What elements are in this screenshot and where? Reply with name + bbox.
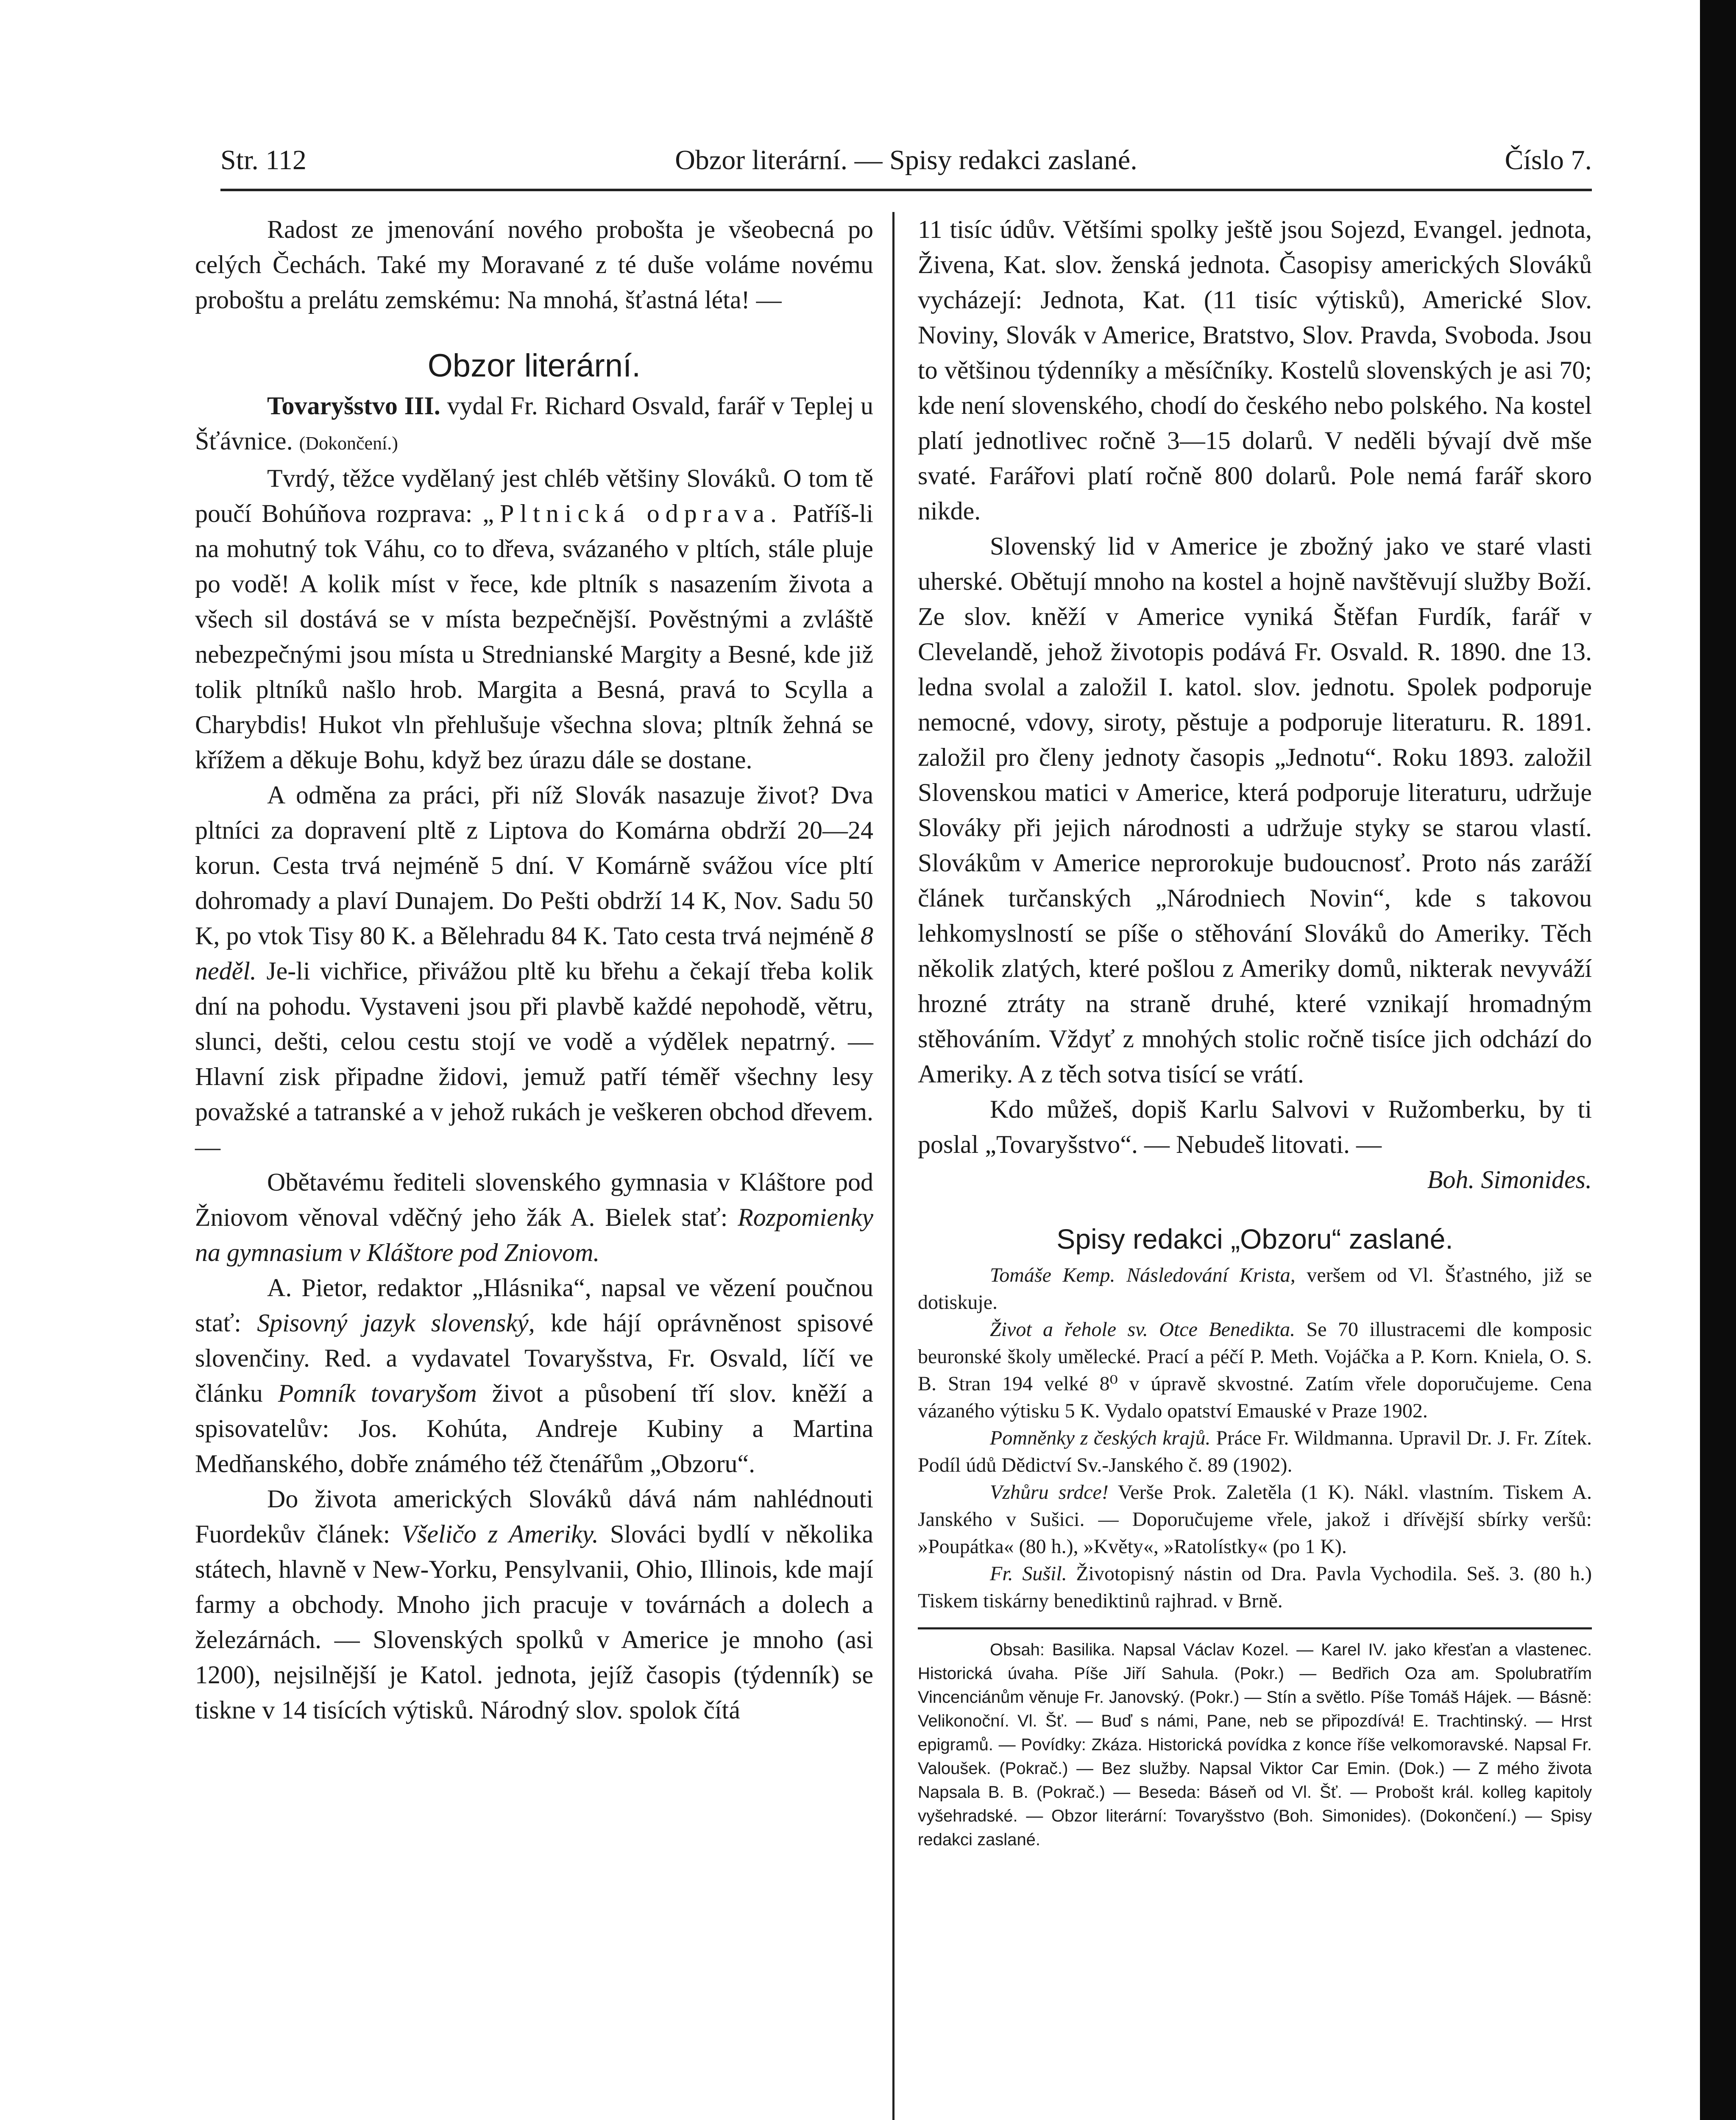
b4-text: Verše Prok. Zaletěla (1 K). Nákl. vlastním. Tiskem A. Janského v Sušici. — Doporučujeme vřele, jakož i dřívější sbírky veršů: »Poupátka« (80 h.), »Květy«, »Ratolístky« (po 1 K). bbox=[918, 1481, 1592, 1558]
p2-italic: 8 neděl. bbox=[195, 922, 873, 985]
paragraph-order-book: Kdo můžeš, dopiš Karlu Salvovi v Ružomberku, by ti poslal „Tovaryšstvo“. — Nebudeš litovati. — bbox=[918, 1095, 1592, 1158]
p2-text-a: A odměna za práci, při níž Slovák nasazuje život? Dva pltníci za dopravení pltě z Liptova do Komárna obdrží 20—24 korun. Cesta trvá nejméně 5 dní. V Komárně svážou více pltí dohromady a plaví Dunajem. Do Pešti obdrží 14 K, Nov. Sadu 50 K, po vtok Tisy 80 K. a Bělehradu 84 K. Tato cesta trvá nejméně bbox=[195, 781, 873, 950]
b3-text: Práce Fr. Wildmanna. Upravil Dr. J. Fr. Zítek. Podíl údů Dědictví Sv.-Janského č. 89 (1902). bbox=[918, 1427, 1592, 1476]
b1-title: Tomáše Kemp. Následování Krista, bbox=[990, 1264, 1296, 1286]
left-column bbox=[195, 212, 873, 1728]
page-header bbox=[220, 136, 1592, 195]
paragraph-gymnasium bbox=[195, 1165, 873, 1270]
paragraph-slovak-people: Slovenský lid v Americe je zbožný jako ve staré vlasti uherské. Obětují mnoho na kostel a hojně navštěvují služby Boží. Ze slov. kněží v Americe vyniká Štěfan Furdík, farář v Clevelandě, jehož životopis podává Fr. Osvald. R. 1890. dne 13. ledna svolal a založil I. katol. slov. jednotu. Spolek podporuje nemocné, vdovy, siroty, pěstuje a podporuje literaturu. R. 1891. založil pro členy jednoty časopis „Jednotu“. Roku 1893. založil Slovenskou matici v Americe, která podporuje literaturu, udržuje Slováky při jejich národnosti a udržuje styky se starou vlastí. Slovákům v Americe neprorokuje budoucnosť. Proto nás zaráží článek turčanských „Národniech Novin“, kde s takovou lehkomyslností se píše o stěhování Slováků do Ameriky. Těch několik zlatých, které pošlou z Ameriky domů, nikterak nevyváží hrozné ztráty na straně druhé, které vznikají hromadným stěhováním. Vždyť z mnohých stolic ročně tisíce jich odchází do Ameriky. A z těch sotva tisící se vrátí. bbox=[918, 532, 1592, 1088]
scan-edge-band bbox=[1700, 0, 1736, 2120]
signature-line bbox=[918, 1162, 1592, 1197]
paragraph-reward bbox=[195, 778, 873, 1165]
p4-text-b: kde hájí oprávněnost spisové slovenčiny. Red. a vydavatel Tovaryšstva, Fr. Osvald, líčí ve článku bbox=[195, 1309, 873, 1407]
book-author: vydal Fr. Richard Osvald, farář v Teplej u Šťávnice. bbox=[195, 392, 874, 455]
b4-title: Vzhůru srdce! bbox=[990, 1481, 1109, 1504]
book-entry-pomnenky bbox=[918, 1425, 1592, 1479]
p3-text-a: Obětavému řediteli slovenského gymnasia v Kláštore pod Žniovom věnoval vděčný jeho žák A. Bielek stať: bbox=[195, 1168, 873, 1231]
p1-text-b: Patříš-li na mohutný tok Váhu, co to dřeva, svázaného v pltích, stále pluje po vodě! A kolik míst v řece, kde pltník s nasazením života a všech sil dostává se v místa bezpečnější. Pověstnými a zvláště nebezpečnými jsou místa u Strednianské Margity a Besné, kde již tolik pltníků našlo hrob. Margita a Besná, pravá to Scylla a Charybdis! Hukot vln přehlušuje všechna slova; pltník žehná se křížem a děkuje Bohu, když bez úrazu dále se dostane. bbox=[195, 499, 873, 774]
b5-title: Fr. Sušil. bbox=[990, 1562, 1067, 1585]
p4-text-c: život a působení tří slov. kněží a spisovatelův: Jos. Kohúta, Andreje Kubiny a Martina Medňanského, dobře známého též čtenářům „Obzoru“. bbox=[195, 1379, 874, 1478]
signature: Boh. Simonides. bbox=[1427, 1166, 1592, 1194]
p4-text-a: A. Pietor, redaktor „Hlásnika“, napsal ve vězení poučnou stať: bbox=[195, 1274, 873, 1337]
issue-number: Číslo 7. bbox=[1505, 145, 1592, 176]
continued-note: (Dokončení.) bbox=[299, 433, 398, 454]
p5-text-b: Slováci bydlí v několika státech, hlavně v New-Yorku, Pensylvanii, Ohio, Illinois, kde mají farmy a obchody. Mnoho jich pracuje v továrnách a dolech a železárnách. — Slovenských spolků v Americe je mnoho (asi 1200), nejsilnější je Katol. jednota, jejíž časopis (týdenník) se tiskne v 14 tisících výtisků. Národný slov. spolok čítá bbox=[195, 1520, 874, 1724]
p1-spaced-title: „Pltnická odprava. bbox=[482, 499, 783, 527]
intro-paragraph: Radost ze jmenování nového probošta je všeobecná po celých Čechách. Také my Moravané z té duše voláme novému proboštu a prelátu zemskému: Na mnohá, šťastná léta! — bbox=[195, 215, 873, 314]
p4-italic-2: Pomník tovaryšom bbox=[278, 1379, 477, 1407]
b5-text: Životopisný nástin od Dra. Pavla Vychodila. Seš. 3. (80 h.) Tiskem tiskárny benediktinů rajhrad. v Brně. bbox=[918, 1562, 1592, 1612]
book-entry-vzhuru bbox=[918, 1479, 1592, 1560]
b3-title: Pomněnky z českých krajů. bbox=[990, 1427, 1211, 1449]
p2-text-b: Je-li vichřice, přivážou pltě ku břehu a čekají třeba kolik dní na pohodu. Vystaveni jsou při plavbě každé nepohodě, větru, slunci, dešti, celou cestu stojí ve vodě a výdělek nepatrný. — Hlavní zisk připadne židovi, jemuž patří téměř všechny lesy považské a tatranské a v jehož rukách je veškeren obchod dřevem. — bbox=[195, 957, 873, 1161]
table-of-contents: Obsah: Basilika. Napsal Václav Kozel. — Karel IV. jako křesťan a vlastenec. Historická úvaha. Píše Jiří Sahula. (Pokr.) — Bedřich Oza am. Spolubratřím Vincenciánům věnuje Fr. Janovský. (Pokr.) — Stín a světlo. Píše Tomáš Hájek. — Básně: Velikonoční. Vl. Šť. — Buď s námi, Pane, neb se připozdívá! E. Trachtinský. — Hrst epigramů. — Povídky: Zkáza. Historická povídka z konce říše velkomoravské. Napsal Fr. Valoušek. (Pokrač.) — Bez služby. Napsal Viktor Car Emin. (Dok.) — Z mého života Napsala B. B. (Pokrač.) — Beseda: Báseň od Vl. Šť. — Probošt král. kolleg kapitoly vyšehradské. — Obzor literární: Tovaryšstvo (Boh. Simonides). (Dokončení.) — Spisy redakci zaslané. bbox=[918, 1640, 1592, 1849]
paragraph-societies: 11 tisíc údův. Většími spolky ještě jsou Sojezd, Evangel. jednota, Živena, Kat. slov. ženská jednota. Časopisy amerických Slováků vycházejí: Jednota, Kat. (11 tisíc výtisků), Americké Slov. Noviny, Slovák v Americe, Bratstvo, Slov. Pravda, Svoboda. Jsou to většinou týdenníky a měsíčníky. Kostelů slovenských je asi 70; kde není slovenského, chodí do českého nebo polského. Na kostel platí jednotlivec ročně 3—15 dolarů. V neděli bývají dvě mše svaté. Farářovi platí ročně 800 dolarů. Pole nemá farář skoro nikde. bbox=[918, 215, 1592, 525]
contents-rule bbox=[918, 1627, 1592, 1629]
b1-text: veršem od Vl. Šťastného, již se dotiskuje. bbox=[918, 1264, 1592, 1314]
b2-text: Se 70 illustracemi dle komposic beuronské školy umělecké. Prací a péčí P. Meth. Vojáčka a P. Korn. Kniela, O. S. B. Stran 194 velké 8⁰ v úpravě skvostné. Zatím vřele doporučujeme. Cena vázaného výtisku 5 K. Vydalo opatství Emauské v Praze 1902. bbox=[918, 1318, 1592, 1422]
p1-text-a: Tvrdý, těžce vydělaný jest chléb většiny Slováků. O tom tě poučí Bohúňova rozprava: bbox=[195, 464, 873, 527]
running-title: Obzor literární. — Spisy redakci zaslané. bbox=[675, 145, 1137, 176]
p5-italic: Všeličo z Ameriky. bbox=[401, 1520, 599, 1548]
p4-italic: Spisovný jazyk slovenský, bbox=[257, 1309, 535, 1337]
paragraph-america bbox=[195, 1481, 873, 1728]
header-rule bbox=[220, 189, 1592, 191]
paragraph-pietor bbox=[195, 1270, 873, 1481]
paragraph-raftsmen bbox=[195, 461, 873, 778]
book-entry-susil bbox=[918, 1560, 1592, 1615]
p5-text-a: Do života amerických Slováků dává nám nahlédnouti Fuordekův článek: bbox=[195, 1485, 873, 1548]
column-divider bbox=[892, 212, 894, 2120]
b2-title: Život a řehole sv. Otce Benedikta. bbox=[990, 1318, 1296, 1341]
right-column bbox=[918, 212, 1592, 1852]
book-heading bbox=[195, 388, 873, 461]
book-entry-benedikt bbox=[918, 1316, 1592, 1425]
book-title: Tovaryšstvo III. bbox=[267, 392, 440, 420]
p3-italic: Rozpomienky na gymnasium v Kláštore pod Zniovom. bbox=[195, 1203, 873, 1266]
section-title-spisy: Spisy redakci „Obzoru“ zaslané. bbox=[1056, 1223, 1453, 1255]
page-number: Str. 112 bbox=[220, 145, 307, 176]
section-title-obzor: Obzor literární. bbox=[427, 348, 641, 384]
book-entry-kempis bbox=[918, 1262, 1592, 1316]
